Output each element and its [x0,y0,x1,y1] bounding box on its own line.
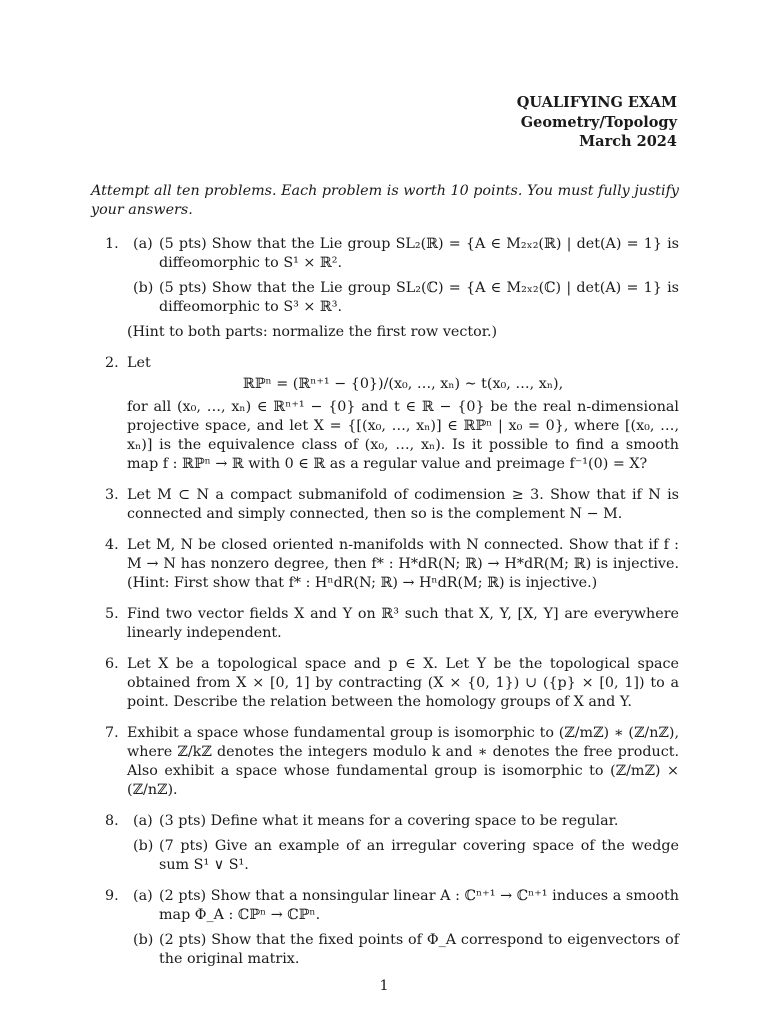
subproblem-label: (b) [133,280,154,296]
subproblem-text: (2 pts) Show that a nonsingular linear A : ℂⁿ⁺¹ → ℂⁿ⁺¹ induces a smooth map Φ_A : ℂℙⁿ → ℂℙⁿ. [159,888,679,923]
problem-list [91,235,679,981]
problem-text: Find two vector fields X and Y on ℝ³ such that X, Y, [X, Y] are everywhere linearly independent. [127,606,679,641]
problem-number: 8. [105,813,119,829]
problem-number: 2. [105,355,119,371]
subproblem-label: (b) [133,838,154,854]
problem-number: 1. [105,236,119,252]
problem-number: 5. [105,606,119,622]
exam-header [517,93,677,152]
exam-title: QUALIFYING EXAM [516,94,677,111]
problem-8 [91,812,679,875]
subproblem-b [127,931,679,969]
problem-1 [91,235,679,342]
problem-lead: Let [127,355,151,371]
problem-3 [91,486,679,524]
subproblem-a [127,235,679,273]
problem-text: Let X be a topological space and p ∈ X. Let Y be the topological space obtained from X × [0, 1] by contracting (X × {0, 1}) ∪ ({p} × [0, 1]) to a point. Describe the relation between the homology groups of X and Y. [127,656,679,710]
subproblem-b [127,279,679,317]
problem-2 [91,354,679,474]
subproblem-text: (3 pts) Define what it means for a covering space to be regular. [159,813,619,829]
problem-text: Exhibit a space whose fundamental group is isomorphic to (ℤ/mℤ) ∗ (ℤ/nℤ), where ℤ/kℤ denotes the integers modulo k and ∗ denotes the free product. Also exhibit a space whose fundamental group is isomorphic to (ℤ/mℤ) × (ℤ/nℤ). [127,725,679,798]
subproblem-a [127,887,679,925]
subproblem-label: (a) [133,236,153,252]
problem-number: 4. [105,537,119,553]
display-equation: ℝℙⁿ = (ℝⁿ⁺¹ − {0})/(x₀, …, xₙ) ∼ t(x₀, …, xₙ), [242,376,564,392]
subproblem-b [127,837,679,875]
subproblem-text: (5 pts) Show that the Lie group SL₂(ℂ) = {A ∈ M₂ₓ₂(ℂ) | det(A) = 1} is diffeomorphic to S³ × ℝ³. [159,280,679,315]
exam-date: March 2024 [579,133,677,150]
instructions: Attempt all ten problems. Each problem is worth 10 points. You must fully justify your answers. [91,183,679,218]
problem-6 [91,655,679,712]
subproblem-text: (7 pts) Give an example of an irregular covering space of the wedge sum S¹ ∨ S¹. [159,838,679,873]
problem-7 [91,724,679,800]
problem-number: 6. [105,656,119,672]
page-number: 1 [379,978,389,994]
subproblem-label: (a) [133,813,153,829]
subproblem-text: (2 pts) Show that the fixed points of Φ_A correspond to eigenvectors of the original matrix. [159,932,679,967]
problem-9 [91,887,679,969]
exam-subject: Geometry/Topology [520,113,677,131]
subproblem-label: (b) [133,932,154,948]
problem-text: Let M, N be closed oriented n-manifolds with N connected. Show that if f : M → N has nonzero degree, then f* : H*dR(N; ℝ) → H*dR(M; ℝ) is injective. (Hint: First show that f* : HⁿdR(N; ℝ) → HⁿdR(M; ℝ) is injective.) [127,537,679,591]
problem-text: for all (x₀, …, xₙ) ∈ ℝⁿ⁺¹ − {0} and t ∈ ℝ − {0} be the real n-dimensional projective space, and let X = {[(x₀, …, xₙ)] ∈ ℝℙⁿ | x₀ = 0}, where [(x₀, …, xₙ)] is the equivalence class of (x₀, …, xₙ). Is it possible to find a smooth map f : ℝℙⁿ → ℝ with 0 ∈ ℝ as a regular value and preimage f⁻¹(0) = X? [127,399,679,472]
subproblem-a [127,812,679,831]
problem-number: 9. [105,888,119,904]
problem-4 [91,536,679,593]
subproblem-label: (a) [133,888,153,904]
problem-5 [91,605,679,643]
subproblem-text: (5 pts) Show that the Lie group SL₂(ℝ) = {A ∈ M₂ₓ₂(ℝ) | det(A) = 1} is diffeomorphic to S¹ × ℝ². [159,236,679,271]
problem-text: Let M ⊂ N a compact submanifold of codimension ≥ 3. Show that if N is connected and simply connected, then so is the complement N − M. [127,487,679,522]
problem-number: 7. [105,725,119,741]
hint: (Hint to both parts: normalize the first row vector.) [127,324,498,340]
problem-number: 3. [105,487,119,503]
